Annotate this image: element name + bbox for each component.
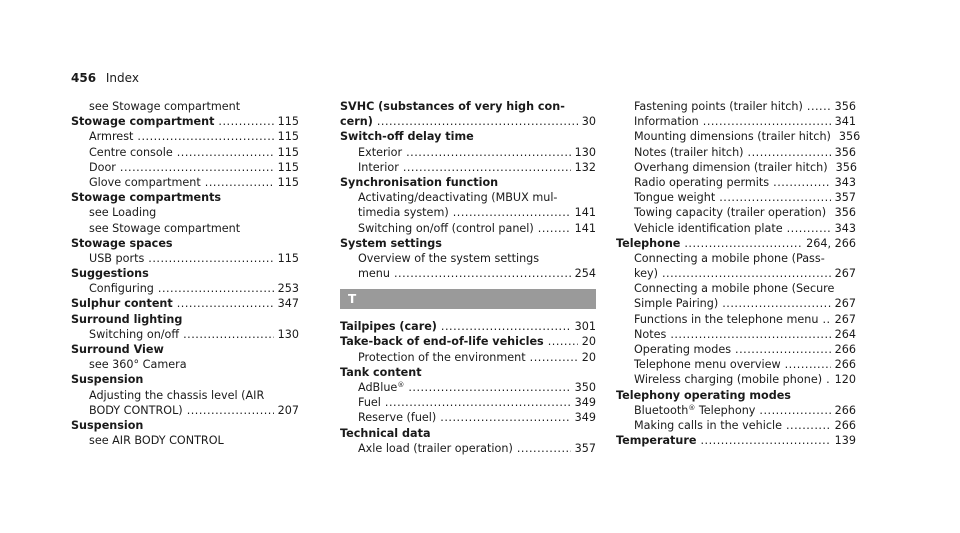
section-letter-bar: T (340, 289, 596, 309)
page-number: 456 (71, 71, 97, 85)
index-entry (71, 236, 299, 251)
entry-label: Notes (634, 327, 667, 341)
dot-leader (786, 418, 831, 433)
index-list-t (340, 319, 596, 456)
index-subentry (340, 395, 596, 410)
page-reference: 356 (834, 145, 856, 159)
entry-label: Wireless charging (mobile phone) (634, 373, 823, 387)
index-subentry (616, 266, 856, 281)
dot-leader (748, 145, 831, 160)
index-list-s-continued (340, 99, 596, 281)
dot-leader (830, 205, 831, 220)
index-subentry (616, 357, 856, 372)
entry-label: Bluetooth® Telephony (634, 403, 756, 417)
index-subentry (340, 441, 596, 456)
dot-leader (177, 145, 274, 160)
index-subentry (340, 266, 596, 281)
entry-label: Door (89, 160, 116, 174)
page-reference: 357 (834, 191, 856, 205)
entry-label: Connecting a mobile phone (Pass- (634, 251, 825, 265)
dot-leader (406, 145, 571, 160)
entry-label: see AIR BODY CONTROL (89, 434, 224, 448)
index-subentry (340, 145, 596, 160)
entry-label: AdBlue® (358, 381, 405, 394)
index-subentry (71, 403, 299, 418)
page-reference: 266 (834, 343, 856, 356)
page-reference: 356 (838, 130, 861, 144)
entry-label: Armrest (89, 130, 134, 144)
entry-label: Towing capacity (trailer operation) (634, 206, 827, 220)
page-reference: 30 (581, 115, 596, 129)
dot-leader (187, 403, 274, 418)
entry-label: Making calls in the vehicle (634, 418, 782, 432)
index-subentry (340, 410, 596, 425)
index-entry (71, 372, 299, 387)
page-reference: 349 (574, 411, 596, 425)
page-reference: 267 (834, 267, 856, 281)
entry-label: Sulphur content (71, 297, 173, 311)
dot-leader (826, 372, 831, 387)
entry-label: Reserve (fuel) (358, 411, 437, 425)
entry-label: Stowage compartment (71, 115, 215, 129)
entry-label: Configuring (89, 282, 154, 296)
page-reference: 343 (834, 221, 856, 235)
index-subentry (340, 350, 596, 365)
dot-leader (700, 433, 830, 448)
page-reference: 20 (581, 335, 596, 349)
index-entry (616, 433, 856, 448)
page-reference: 115 (277, 251, 299, 265)
index-subentry (616, 281, 856, 296)
index-subentry (616, 145, 856, 160)
page-reference: 267 (834, 312, 856, 326)
dot-leader (735, 342, 831, 357)
index-subentry (71, 99, 299, 114)
entry-label: Synchronisation function (340, 175, 499, 189)
entry-label: see 360° Camera (89, 358, 187, 372)
index-subentry (340, 221, 596, 236)
entry-label: Radio operating permits (634, 175, 770, 189)
page-header (71, 71, 139, 85)
page-reference: 349 (574, 396, 596, 410)
dot-leader (137, 129, 273, 144)
dot-leader (722, 296, 830, 311)
page-reference: 356 (835, 160, 857, 174)
entry-label: Adjusting the chassis level (AIR (89, 388, 265, 402)
entry-label: Switching on/off (89, 327, 180, 341)
dot-leader (158, 281, 274, 296)
dot-leader (670, 327, 830, 342)
page-reference: 207 (277, 403, 299, 417)
index-subentry (71, 433, 299, 448)
page-reference: 115 (277, 115, 299, 129)
index-subentry (616, 190, 856, 205)
index-subentry (71, 221, 299, 236)
page-title: Index (105, 71, 139, 85)
index-subentry (71, 205, 299, 220)
entry-label: Information (634, 115, 699, 129)
entry-label: System settings (340, 236, 442, 250)
dot-leader (662, 266, 831, 281)
entry-label: Temperature (616, 434, 697, 448)
entry-label: Tailpipes (care) (340, 320, 437, 334)
index-subentry (616, 221, 856, 236)
index-subentry (616, 205, 856, 220)
entry-label: Simple Pairing) (634, 297, 719, 311)
index-entry (71, 266, 299, 281)
dot-leader (377, 114, 578, 129)
entry-label: BODY CONTROL) (89, 403, 183, 417)
page-reference: 264 (834, 327, 856, 341)
entry-label: Telephone menu overview (634, 358, 781, 372)
index-subentry (616, 312, 856, 327)
dot-leader (177, 296, 274, 311)
page-reference: 253 (277, 282, 299, 296)
entry-label: Fastening points (trailer hitch) (634, 100, 803, 113)
index-entry (71, 296, 299, 311)
dot-leader (385, 395, 571, 410)
entry-label: Glove compartment (89, 175, 201, 189)
index-subentry (71, 251, 299, 266)
dot-leader (205, 175, 274, 190)
entry-label: Switch-off delay time (340, 130, 474, 144)
index-entry (71, 342, 299, 357)
index-entry (616, 236, 856, 251)
entry-label: Overhang dimension (trailer hitch) (634, 160, 828, 174)
index-subentry (71, 160, 299, 175)
entry-label: Telephony operating modes (616, 388, 791, 402)
entry-label: Suggestions (71, 267, 149, 281)
index-entry (340, 99, 596, 114)
index-subentry (616, 175, 856, 190)
entry-label: Vehicle identification plate (634, 221, 783, 235)
page-reference: 120 (834, 373, 856, 387)
entry-label: Overview of the system settings (358, 251, 540, 265)
index-subentry (616, 342, 856, 357)
index-subentry (616, 372, 856, 387)
entry-label: timedia system) (358, 206, 449, 220)
dot-leader (120, 160, 274, 175)
index-subentry (71, 327, 299, 342)
dot-leader (517, 441, 571, 456)
page-reference: 266 (834, 403, 856, 417)
entry-label: see Stowage compartment (89, 100, 241, 113)
entry-label: Telephone (616, 236, 681, 250)
page-reference: 357 (574, 441, 596, 455)
dot-leader (787, 221, 831, 236)
index-entry (71, 312, 299, 327)
index-subentry (340, 190, 596, 205)
dot-leader (394, 266, 571, 281)
page-reference: 343 (834, 175, 856, 189)
page-reference: 264, 266 (806, 236, 856, 250)
page-reference: 141 (574, 206, 596, 220)
page-reference: 267 (834, 297, 856, 311)
dot-leader (440, 410, 570, 425)
entry-label: Activating/deactivating (MBUX mul- (358, 191, 558, 205)
dot-leader (403, 160, 571, 175)
index-entry (71, 190, 299, 205)
entry-label: Fuel (358, 396, 381, 410)
index-column-3 (616, 99, 861, 448)
dot-leader (538, 221, 571, 236)
entry-label: Tongue weight (634, 191, 716, 205)
entry-label: Technical data (340, 426, 431, 440)
page-reference: 350 (574, 381, 596, 394)
index-subentry (616, 99, 856, 114)
index-entry (616, 388, 856, 403)
dot-leader (785, 357, 831, 372)
index-entry (340, 129, 596, 144)
dot-leader (822, 312, 830, 327)
dot-leader (719, 190, 830, 205)
index-subentry (616, 403, 856, 418)
index-subentry (616, 129, 861, 144)
index-column-1 (71, 99, 299, 448)
dot-leader (548, 334, 578, 349)
entry-label: Interior (358, 160, 399, 174)
page-reference: 20 (581, 350, 596, 364)
entry-label: Switching on/off (control panel) (358, 221, 534, 235)
index-subentry (616, 251, 856, 266)
page-reference: 356 (834, 206, 856, 220)
entry-label: USB ports (89, 251, 145, 265)
page-reference: 132 (574, 160, 596, 174)
index-subentry (616, 296, 856, 311)
entry-label: Surround View (71, 343, 164, 356)
dot-leader (530, 350, 578, 365)
entry-label: see Loading (89, 206, 157, 220)
entry-label: SVHC (substances of very high con- (340, 100, 565, 113)
index-subentry (71, 388, 299, 403)
entry-label: Mounting dimensions (trailer hitch) (634, 130, 831, 144)
entry-label: Axle load (trailer operation) (358, 441, 513, 455)
entry-label: Take-back of end-of-life vehicles (340, 335, 544, 349)
page-reference: 301 (574, 320, 596, 334)
index-subentry (71, 281, 299, 296)
page-reference: 115 (277, 175, 299, 189)
index-column-2 (340, 99, 596, 456)
index-subentry (616, 418, 856, 433)
index-subentry (71, 357, 299, 372)
index-subentry (616, 160, 856, 175)
dot-leader (773, 175, 831, 190)
page-reference: 266 (834, 358, 856, 372)
page-reference: 341 (834, 115, 856, 129)
dot-leader (148, 251, 273, 266)
index-entry (71, 114, 299, 129)
entry-label: Centre console (89, 145, 173, 159)
entry-label: Stowage compartments (71, 191, 222, 205)
page-reference: 115 (277, 130, 299, 144)
page-reference: 254 (574, 267, 596, 281)
index-entry (340, 236, 596, 251)
index-subentry (71, 129, 299, 144)
page-reference: 266 (834, 418, 856, 432)
index-subentry (340, 205, 596, 220)
entry-label: Suspension (71, 418, 144, 432)
dot-leader (759, 403, 830, 418)
index-subentry (616, 327, 856, 342)
dot-leader (441, 319, 571, 334)
entry-label: cern) (340, 115, 373, 129)
dot-leader (183, 327, 274, 342)
entry-label: see Stowage compartment (89, 221, 241, 235)
page-reference: 130 (574, 145, 596, 159)
index-entry (340, 175, 596, 190)
index-entry (340, 365, 596, 380)
page-reference: 130 (277, 327, 299, 341)
index-entry (340, 334, 596, 349)
page-reference: 356 (834, 100, 856, 113)
index-entry (340, 114, 596, 129)
dot-leader (453, 205, 571, 220)
page-reference: 115 (277, 145, 299, 159)
index-entry (340, 426, 596, 441)
index-subentry (71, 145, 299, 160)
entry-label: Suspension (71, 373, 144, 387)
entry-label: Connecting a mobile phone (Secure (634, 282, 835, 296)
entry-label: Surround lighting (71, 312, 183, 326)
entry-label: Exterior (358, 145, 403, 159)
dot-leader (408, 380, 570, 395)
entry-label: Notes (trailer hitch) (634, 145, 744, 159)
page-reference: 115 (277, 160, 299, 174)
index-entry (340, 319, 596, 334)
entry-label: Functions in the telephone menu (634, 312, 819, 326)
entry-label: Protection of the environment (358, 350, 526, 364)
index-entry (71, 418, 299, 433)
dot-leader (218, 114, 273, 129)
index-subentry (71, 175, 299, 190)
index-subentry (340, 160, 596, 175)
index-subentry (616, 114, 856, 129)
entry-label: key) (634, 267, 658, 281)
dot-leader (703, 114, 831, 129)
dot-leader (807, 99, 831, 114)
entry-label: Operating modes (634, 343, 732, 356)
entry-label: Tank content (340, 365, 422, 379)
index-subentry (340, 251, 596, 266)
page-reference: 347 (277, 297, 299, 311)
index-subentry (340, 380, 596, 395)
entry-label: Stowage spaces (71, 236, 173, 250)
entry-label: menu (358, 267, 390, 281)
page-reference: 141 (574, 221, 596, 235)
page-reference: 139 (834, 434, 856, 448)
dot-leader (684, 236, 802, 251)
